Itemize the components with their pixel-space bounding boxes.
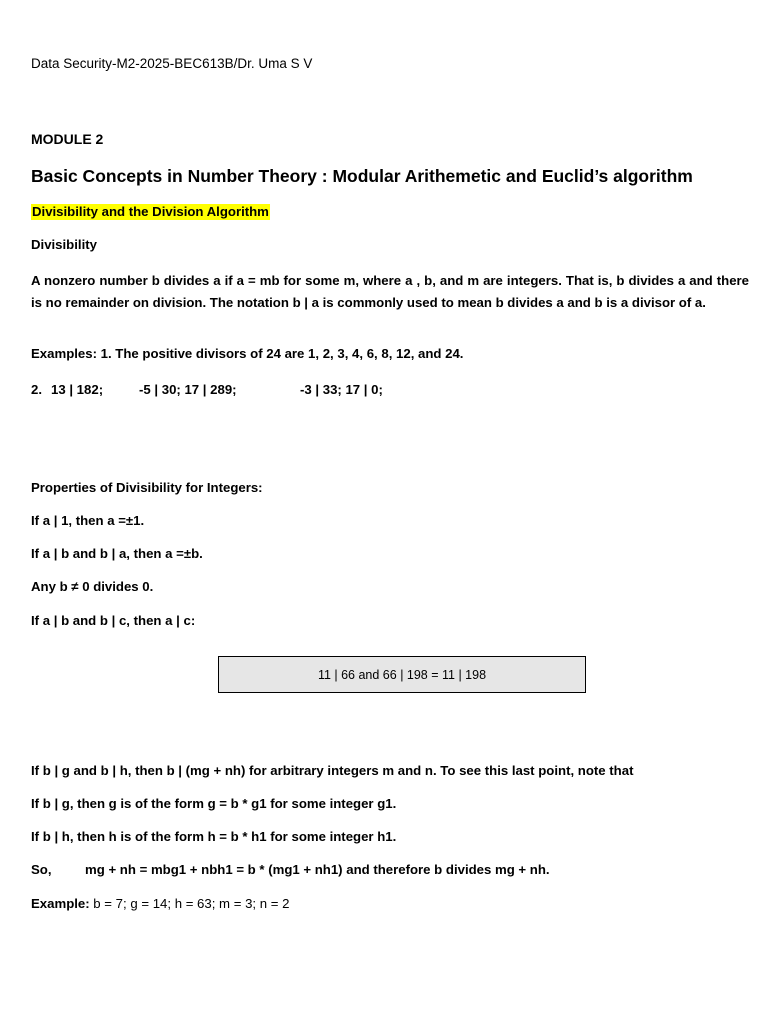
so-label: So, — [31, 862, 52, 877]
transitivity-example-text: 11 | 66 and 66 | 198 = 11 | 198 — [317, 667, 487, 682]
transitivity-example-box — [218, 656, 586, 693]
subheading-divisibility: Divisibility — [31, 237, 97, 252]
linear-combination-line: If b | g and b | h, then b | (mg + nh) for arbitrary integers m and n. To see this last point, note that — [31, 763, 634, 778]
properties-heading: Properties of Divisibility for Integers: — [31, 480, 263, 495]
example-2-number: 2. — [31, 382, 42, 397]
example-values: b = 7; g = 14; h = 63; m = 3; n = 2 — [89, 896, 290, 911]
definition-text: A nonzero number b divides a if a = mb for some m, where a , b, and m are integers. That is, b divides a and there is no remainder on division. The notation b | a is commonly used to mean b divides a and b is a divisor of a. — [31, 273, 749, 310]
example-2-part-b: -5 | 30; 17 | 289; — [139, 382, 237, 397]
example-2-part-a: 13 | 182; — [51, 382, 104, 397]
highlighted-section-heading: Divisibility and the Division Algorithm — [32, 204, 269, 219]
property-item: If a | 1, then a =±1. — [31, 513, 145, 528]
example-1: Examples: 1. The positive divisors of 24 are 1, 2, 3, 4, 6, 8, 12, and 24. — [31, 346, 464, 361]
property-item: Any b ≠ 0 divides 0. — [31, 579, 154, 594]
example-2-part-c: -3 | 33; 17 | 0; — [300, 382, 383, 397]
property-item: If a | b and b | a, then a =±b. — [31, 546, 203, 561]
linear-combination-line: If b | g, then g is of the form g = b * g1 for some integer g1. — [31, 796, 397, 811]
definition-paragraph — [31, 270, 749, 313]
page-header: Data Security-M2-2025-BEC613B/Dr. Uma S V — [31, 56, 313, 71]
page-title: Basic Concepts in Number Theory : Modular Arithemetic and Euclid’s algorithm — [31, 166, 693, 186]
module-label: MODULE 2 — [31, 131, 104, 147]
linear-combination-line: If b | h, then h is of the form h = b * h1 for some integer h1. — [31, 829, 397, 844]
property-item: If a | b and b | c, then a | c: — [31, 613, 196, 628]
example-label: Example: — [31, 896, 90, 911]
so-expression: mg + nh = mbg1 + nbh1 = b * (mg1 + nh1) and therefore b divides mg + nh. — [85, 862, 550, 877]
example-values-line — [31, 896, 289, 912]
